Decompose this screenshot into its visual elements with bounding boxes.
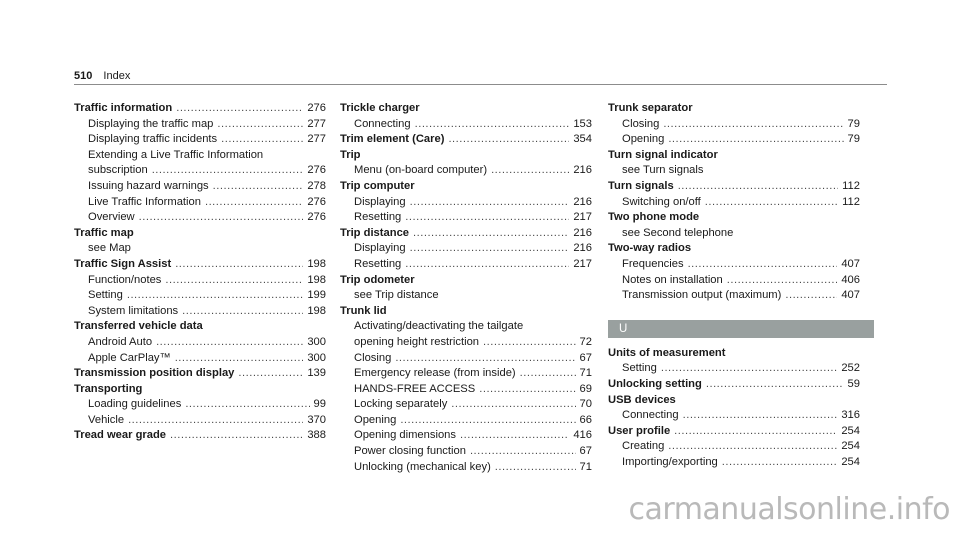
entry-label: Opening [622,133,665,146]
entry-label: Power closing function [354,445,466,458]
dot-leader [175,351,304,367]
index-term [74,428,326,444]
index-term [74,366,326,382]
entry-label: Trickle charger [340,102,420,114]
index-subentry [340,413,592,429]
entry-label: Opening dimensions [354,429,456,442]
entry-label: Setting [88,289,123,302]
index-subentry [74,335,326,351]
dot-leader [668,439,837,455]
page-reference[interactable]: 71 [579,367,592,380]
dot-leader [152,163,304,179]
index-term [340,132,592,148]
page-reference[interactable]: 370 [307,413,326,426]
dot-leader [688,257,838,273]
index-subentry [74,117,326,133]
entry-label: Displaying [354,195,406,208]
index-subentry [340,382,592,398]
entry-label: Connecting [354,117,411,130]
entry-label: Emergency release (from inside) [354,367,516,380]
page-reference[interactable]: 276 [307,195,326,208]
entry-label: Locking separately [354,398,448,411]
index-subentry [74,210,326,226]
dot-leader [460,428,569,444]
dot-leader [470,444,576,460]
page-reference[interactable]: 254 [841,424,860,437]
dot-leader [785,288,837,304]
entry-label: Notes on installation [622,273,723,286]
dot-leader [448,132,569,148]
entry-label: Turn signal indicator [608,148,718,161]
entry-label: Setting [622,362,657,375]
page-reference[interactable]: 112 [842,195,860,208]
entry-label: Overview [88,211,135,224]
entry-label: Trip distance [340,226,410,239]
entry-label: Android Auto [88,335,153,348]
page-reference[interactable]: 277 [307,117,326,130]
index-term [340,179,592,195]
index-subentry [608,439,860,455]
index-subentry [74,179,326,195]
index-term [608,210,860,226]
dot-leader [727,273,838,289]
page-reference[interactable]: 59 [847,377,860,390]
dot-leader [722,455,838,471]
entry-label: Unlocking setting [608,377,702,390]
page-reference[interactable]: 316 [841,409,860,422]
entry-label: Traffic Sign Assist [74,257,172,270]
page-reference[interactable]: 99 [313,398,326,411]
entry-label: Resetting [354,211,402,224]
page-reference[interactable]: 72 [579,335,592,348]
entry-label: Closing [354,351,392,364]
index-term [340,273,592,289]
index-subentry [608,455,860,471]
index-column-1 [74,101,326,444]
dot-leader [175,257,303,273]
dot-leader [451,397,575,413]
entry-label: subscription [88,164,148,177]
page-reference[interactable]: 112 [842,179,860,192]
entry-label: Switching on/off [622,195,701,208]
index-term [608,148,860,164]
page-reference[interactable]: 71 [579,460,592,473]
page-reference[interactable]: 216 [573,242,592,255]
index-subentry [608,288,860,304]
index-term [608,241,860,257]
index-subentry [74,148,326,164]
entry-label: Trip computer [340,179,415,192]
index-term [608,377,860,393]
dot-leader [139,210,304,226]
dot-leader [127,288,303,304]
index-subentry [340,351,592,367]
entry-label: Connecting [622,409,679,422]
entry-label: opening height restriction [354,335,480,348]
index-subentry [608,257,860,273]
page-reference[interactable]: 277 [307,133,326,146]
index-term [74,226,326,242]
index-subentry [340,366,592,382]
entry-label: HANDS-FREE ACCESS [354,382,476,395]
dot-leader [221,132,303,148]
dot-leader [165,273,303,289]
dot-leader [413,226,569,242]
dot-leader [170,428,303,444]
page-reference[interactable]: 79 [847,117,860,130]
dot-leader [415,117,570,133]
dot-leader [128,413,303,429]
index-subentry [74,351,326,367]
entry-label: Issuing hazard warnings [88,179,209,192]
page-reference[interactable]: 388 [307,429,326,442]
index-subentry [608,226,860,242]
index-subentry [608,132,860,148]
entry-label: Displaying [354,242,406,255]
entry-label: see Turn signals [622,164,704,177]
page-number: 510 [74,70,93,82]
index-subentry [608,273,860,289]
page-reference[interactable]: 67 [579,351,592,364]
index-subentry [608,163,860,179]
entry-label: Two-way radios [608,242,692,255]
entry-label: see Trip distance [354,289,439,302]
index-term [608,393,860,409]
index-term [74,382,326,398]
dot-leader [678,179,838,195]
page-reference[interactable]: 407 [841,257,860,270]
page-reference[interactable]: 276 [307,211,326,224]
page-reference[interactable]: 407 [841,289,860,302]
entry-label: Menu (on-board computer) [354,164,488,177]
entry-label: System limitations [88,304,179,317]
index-subentry [74,195,326,211]
page-reference[interactable]: 254 [841,455,860,468]
index-subentry [74,397,326,413]
entry-label: USB devices [608,393,676,406]
index-column-3 [608,101,860,470]
header-rule [74,84,887,85]
entry-label: Extending a Live Traffic Information [88,148,264,161]
entry-label: Two phone mode [608,211,700,224]
dot-leader [705,195,838,211]
dot-leader [176,101,303,117]
entry-label: Importing/exporting [622,455,718,468]
dot-leader [683,408,838,424]
index-subentry [340,319,592,335]
index-subentry [340,428,592,444]
dot-leader [405,257,569,273]
entry-label: Transmission position display [74,367,235,380]
dot-leader [674,424,837,440]
index-subentry [340,241,592,257]
dot-leader [238,366,303,382]
dot-leader [520,366,576,382]
index-subentry [74,413,326,429]
index-subentry [608,117,860,133]
page-reference[interactable]: 70 [579,398,592,411]
dot-leader [410,241,570,257]
entry-label: Transmission output (maximum) [622,289,782,302]
entry-label: Transferred vehicle data [74,320,203,333]
entry-label: Unlocking (mechanical key) [354,460,491,473]
entry-label: Creating [622,440,665,453]
section-header: U [608,320,874,338]
entry-label: Displaying traffic incidents [88,133,218,146]
index-subentry [608,361,860,377]
index-subentry [608,195,860,211]
dot-leader [395,351,575,367]
dot-leader [400,413,575,429]
index-subentry [340,397,592,413]
dot-leader [185,397,309,413]
dot-leader [213,179,304,195]
entry-label: Turn signals [608,179,674,192]
index-term [74,257,326,273]
index-subentry [340,195,592,211]
entry-label: Vehicle [88,413,125,426]
dot-leader [182,304,303,320]
index-subentry [340,460,592,476]
page-reference[interactable]: 79 [847,133,860,146]
entry-label: Traffic information [74,102,173,114]
index-term [608,101,860,117]
dot-leader [663,117,843,133]
page-reference[interactable]: 354 [573,133,592,146]
index-subentry [340,288,592,304]
page-reference[interactable]: 300 [307,351,326,364]
page-reference[interactable]: 198 [307,304,326,317]
page-reference[interactable]: 252 [841,362,860,375]
page-reference[interactable]: 216 [573,226,592,239]
watermark: carmanualsonline.info [628,492,950,527]
entry-label: Units of measurement [608,346,726,359]
page-reference[interactable]: 278 [307,179,326,192]
dot-leader [410,195,570,211]
entry-label: Frequencies [622,257,684,270]
entry-label: Tread wear grade [74,429,167,442]
index-subentry [340,117,592,133]
dot-leader [483,335,576,351]
entry-label: Transporting [74,382,143,395]
dot-leader [405,210,569,226]
entry-label: Activating/deactivating the tailgate [354,320,524,333]
index-subentry [74,132,326,148]
dot-leader [217,117,303,133]
page-reference[interactable]: 66 [579,413,592,426]
dot-leader [661,361,837,377]
index-term [340,226,592,242]
entry-label: see Map [88,242,131,255]
dot-leader [156,335,303,351]
entry-label: Traffic map [74,226,134,239]
entry-label: Apple CarPlay™ [88,351,171,364]
entry-label: Trip [340,148,361,161]
dot-leader [205,195,303,211]
page-header [74,70,130,82]
index-subentry [74,241,326,257]
page-reference[interactable]: 254 [841,440,860,453]
page-reference[interactable]: 406 [841,273,860,286]
entry-label: Live Traffic Information [88,195,201,208]
index-term [340,304,592,320]
index-subentry [74,304,326,320]
page-reference[interactable]: 276 [307,164,326,177]
entry-label: Loading guidelines [88,398,182,411]
page-reference[interactable]: 139 [307,367,326,380]
index-term [74,101,326,117]
entry-label: Trim element (Care) [340,133,445,146]
page-reference[interactable]: 276 [307,102,326,114]
index-term [340,148,592,164]
page-reference[interactable]: 199 [307,289,326,302]
index-term [340,101,592,117]
page-reference[interactable]: 217 [573,257,592,270]
page-reference[interactable]: 198 [307,257,326,270]
page-reference[interactable]: 216 [573,164,592,177]
index-subentry [608,408,860,424]
index-term [608,179,860,195]
page-reference[interactable]: 216 [573,195,592,208]
dot-leader [668,132,843,148]
entry-label: Opening [354,413,397,426]
page-reference[interactable]: 198 [307,273,326,286]
page-reference[interactable]: 67 [579,445,592,458]
page-reference[interactable]: 153 [573,117,592,130]
dot-leader [495,460,576,476]
index-subentry [340,335,592,351]
index-term [74,319,326,335]
entry-label: Trunk separator [608,102,693,114]
page-reference[interactable]: 416 [573,429,592,442]
entry-label: Resetting [354,257,402,270]
index-term [608,424,860,440]
dot-leader [706,377,844,393]
page-reference[interactable]: 300 [307,335,326,348]
page-reference[interactable]: 217 [573,211,592,224]
dot-leader [479,382,575,398]
index-subentry [340,163,592,179]
entry-label: Closing [622,117,660,130]
index-term [608,346,860,362]
index-subentry [74,288,326,304]
entry-label: Trip odometer [340,273,415,286]
index-subentry [340,257,592,273]
entry-label: Trunk lid [340,304,387,317]
entry-label: Function/notes [88,273,162,286]
index-subentry [340,444,592,460]
page-title: Index [103,70,131,82]
entry-label: Displaying the traffic map [88,117,214,130]
entry-label: User profile [608,424,671,437]
index-column-2 [340,101,592,475]
index-subentry [74,273,326,289]
entry-label: see Second telephone [622,226,734,239]
index-subentry [340,210,592,226]
page-reference[interactable]: 69 [579,382,592,395]
dot-leader [491,163,569,179]
index-subentry [74,163,326,179]
